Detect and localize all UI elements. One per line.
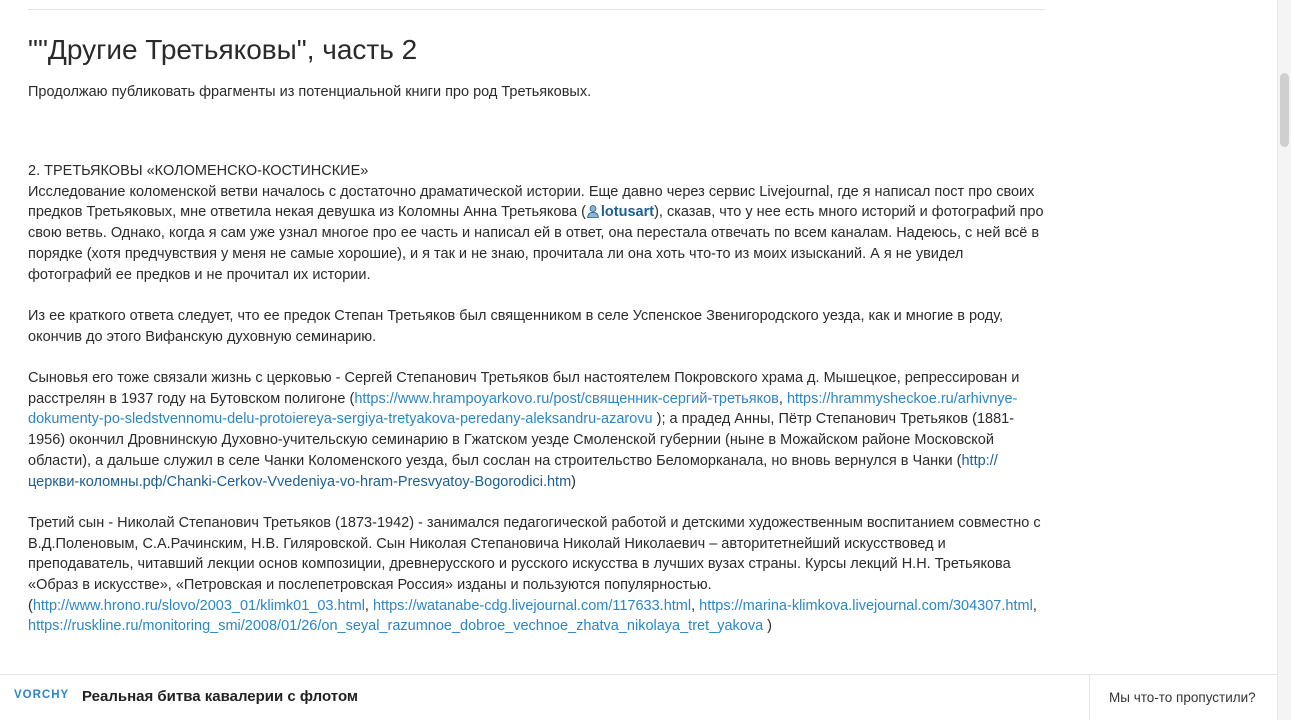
top-divider [28, 9, 1045, 10]
missed-section [1089, 675, 1278, 720]
paragraph-3-close: ) [571, 473, 577, 490]
user-icon [586, 204, 600, 218]
paragraph-4-close: ) [763, 618, 772, 635]
link-hrono[interactable]: http://www.hrono.ru/slovo/2003_01/klimk01_03.html [32, 597, 365, 614]
article-body [28, 161, 1048, 637]
paragraph-1-text-a: Исследование коломенской ветви началось с достаточно драматической истории. Еще давно через сервис Livejournal, где я написал пост про своих предков Третьяковых, мне ответила некая девушка из Коломны Анна Третьякова ( [28, 183, 1035, 221]
article [28, 30, 1048, 658]
paragraph-3 [28, 368, 1048, 492]
paragraph-4-sep-3: , [1032, 597, 1037, 614]
user-mention-name: lotusart [600, 204, 655, 221]
paragraph-3-text-a: Сыновья его тоже связали жизнь с церковью - Сергей Степанович Третьяков был настоятелем Покровского храма д. Мышецкое, репрессирован и расстрелян в 1937 году на Бутовском полигоне ( [28, 370, 1020, 407]
paragraph-2: Из ее краткого ответа следует, что ее предок Степан Третьяков был священником в селе Успенское Звенигородского уезда, как и многие в роду, окончив до этого Вифанскую духовную семинарию. [28, 307, 1004, 345]
paragraph-4-text: Третий сын - Николай Степанович Третьяков (1873-1942) - занимался педагогической работой и детскими художественным воспитанием совместно с В.Д.Поленовым, С.А.Рачинским, Н.В. Гиляровской. Сын Николая Степановича Николай Николаевич – авторитетнейший искусствовед и преподаватель, читавший лекции основ композиции, древнерусского и русского искусства в лучших вузах страны. Курсы лекций Н.Н. Третьякова «Образ в искусстве», «Петровская и послепетровская Россия» изданы и пользуются популярностью. [28, 514, 1041, 594]
article-intro: Продолжаю публиковать фрагменты из потенциальной книги про род Третьяковых. [28, 84, 592, 100]
scrollbar-thumb[interactable] [1280, 73, 1289, 147]
link-watanabe[interactable]: https://watanabe-cdg.livejournal.com/117633.html [372, 597, 692, 614]
paragraph-3-text-b: ); а прадед Анны, Пётр Степанович Третьяков (1881-1956) окончил Дровнинскую Духовно-учительскую семинарию в Гжатском уезде Смоленской губернии (ныне в Можайском районе Московской области), а дальше служил в селе Чанки Коломенского уезда, был сослан на строительство Беломорканала, но вновь вернулся в Чанки ( [28, 411, 1015, 469]
link-marina-klimkova[interactable]: https://marina-klimkova.livejournal.com/304307.html [699, 597, 1033, 614]
user-mention[interactable] [586, 204, 654, 220]
article-title: ""Другие Третьяковы", часть 2 [28, 34, 418, 65]
page-scrollbar[interactable] [1277, 0, 1291, 720]
brand-label[interactable]: VORCHY [14, 689, 70, 701]
missed-something-link[interactable]: Мы что-то пропустили? [1109, 690, 1256, 705]
link-hrampoyarkovo[interactable]: https://www.hrampoyarkovo.ru/post/священник-сергий-третьяков [354, 390, 779, 407]
paragraph-1-text-b: ), сказав, что у нее есть много историй и фотографий про свою ветвь. Однако, когда я сам уже узнал многое про ее часть и написал ей в ответ, она перестала отвечать по всем каналам. Надеюсь, с ней всё в порядке (хотя предчувствия у меня не самые хорошие), и я так и не знаю, прочитала ли она хоть что-то из моих изысканий. А я не увидел фотографий ее предков и не прочитал их истории. [28, 204, 1044, 283]
paragraph-4-sep-2: , [691, 597, 700, 614]
link-hrammysheckoe[interactable]: https://hrammysheckoe.ru/arhivnye-dokumenty-po-sledstvennomu-delu-protoiereya-sergiya-tretyakova-peredany-aleksandru-azarovu [28, 390, 1018, 428]
link-ruskline[interactable]: https://ruskline.ru/monitoring_smi/2008/01/26/on_seyal_razumnoe_dobroe_vechnoe_zhatva_nikolaya_tret_yakova [28, 618, 764, 635]
paragraph-1 [28, 182, 1048, 286]
link-kolomna-churches[interactable]: http://церкви-коломны.рф/Chanki-Cerkov-Vvedeniya-vo-hram-Presvyatoy-Bogorodici.htm [28, 452, 998, 490]
paragraph-3-sep: , [778, 390, 787, 407]
paragraph-4-open: ( [28, 597, 33, 614]
section-heading: 2. ТРЕТЬЯКОВЫ «КОЛОМЕНСКО-КОСТИНСКИЕ» [28, 163, 369, 179]
bottom-promo-bar [0, 674, 1277, 720]
paragraph-4 [28, 513, 1048, 637]
promo-title-link[interactable]: Реальная битва кавалерии с флотом [82, 688, 359, 705]
paragraph-4-sep-1: , [364, 597, 373, 614]
